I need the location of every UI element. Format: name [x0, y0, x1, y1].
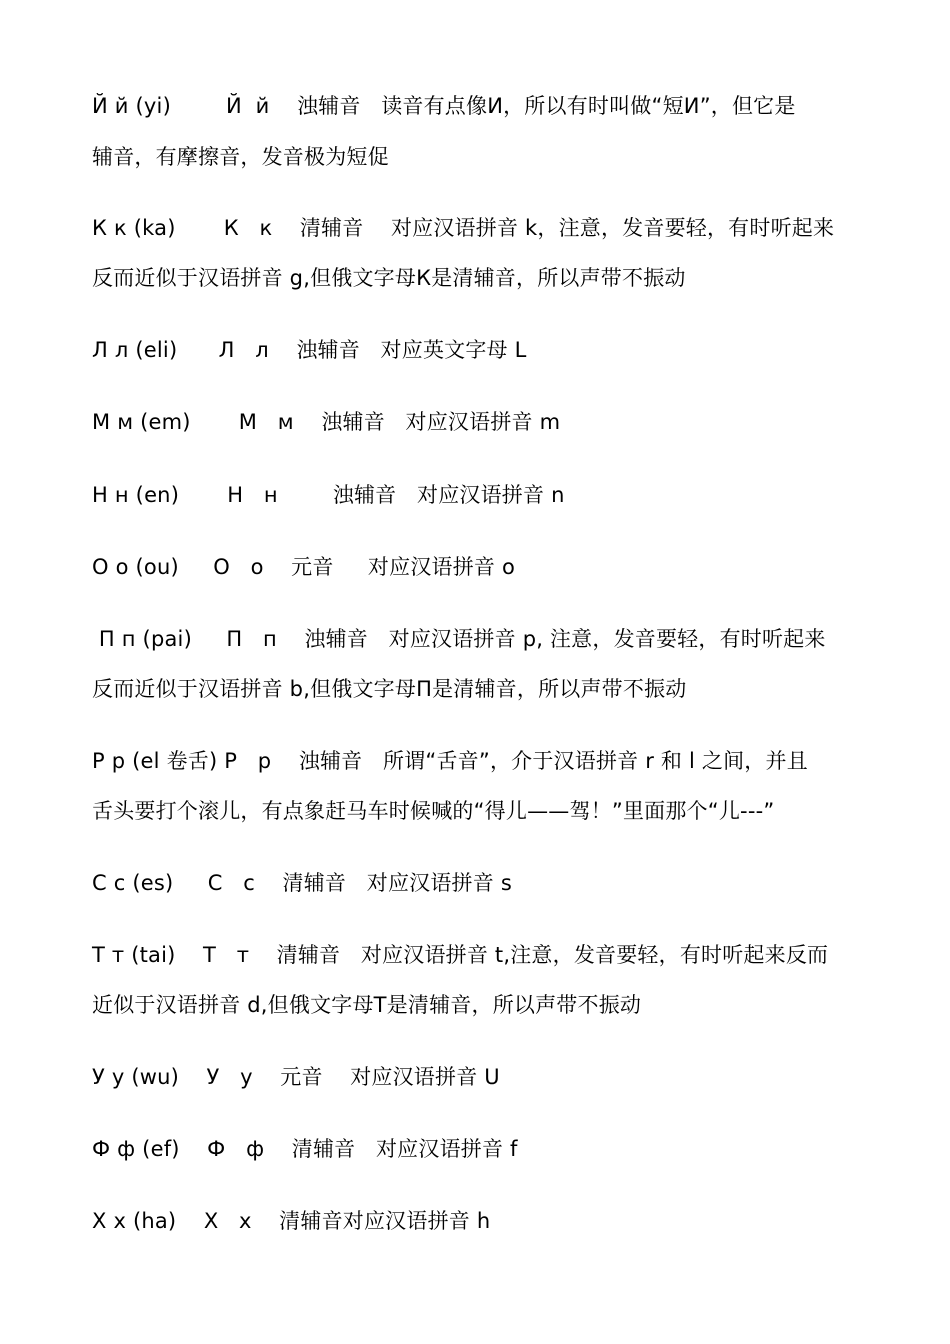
entry-pai-line-2: 反而近似于汉语拼音 b,但俄文字母П是清辅音，所以声带不振动	[92, 677, 687, 701]
entry-el-line-1: Р р (el 卷舌) Р р 浊辅音 所谓“舌音”，介于汉语拼音 r 和 l 之间，并且	[92, 749, 808, 773]
entry-yi-line-1: Й й (yi) Й й 浊辅音 读音有点像И，所以有时叫做“短И”，但它是	[92, 94, 796, 118]
entry-el-line-2: 舌头要打个滚儿，有点象赶马车时候喊的“得儿——驾！”里面那个“儿---”	[92, 799, 775, 823]
entry-ha-line: Х х (ha) Х х 清辅音对应汉语拼音 h	[92, 1209, 491, 1233]
entry-eli-line: Л л (eli) Л л 浊辅音 对应英文字母 L	[92, 338, 527, 362]
entry-ou-line: О о (ou) О о 元音 对应汉语拼音 o	[92, 555, 516, 579]
entry-wu-line: У у (wu) У у 元音 对应汉语拼音 U	[92, 1065, 500, 1089]
entry-es-line: С с (es) С с 清辅音 对应汉语拼音 s	[92, 871, 512, 895]
entry-pai-line-1: П п (pai) П п 浊辅音 对应汉语拼音 p, 注意，发音要轻，有时听起来	[92, 627, 826, 651]
entry-ka-line-1: К к (ka) К к 清辅音 对应汉语拼音 k，注意，发音要轻，有时听起来	[92, 216, 835, 240]
entry-tai-line-2: 近似于汉语拼音 d,但俄文字母Т是清辅音，所以声带不振动	[92, 993, 642, 1017]
entry-yi-line-2: 辅音，有摩擦音，发音极为短促	[92, 145, 389, 169]
entry-ka-line-2: 反而近似于汉语拼音 g,但俄文字母К是清辅音，所以声带不振动	[92, 266, 686, 290]
entry-en-line: Н н (en) Н н 浊辅音 对应汉语拼音 n	[92, 483, 565, 507]
entry-em-line: М м (em) М м 浊辅音 对应汉语拼音 m	[92, 410, 561, 434]
entry-tai-line-1: Т т (tai) Т т 清辅音 对应汉语拼音 t,注意，发音要轻，有时听起来反而	[92, 943, 829, 967]
entry-ef-line: Ф ф (ef) Ф ф 清辅音 对应汉语拼音 f	[92, 1137, 518, 1161]
